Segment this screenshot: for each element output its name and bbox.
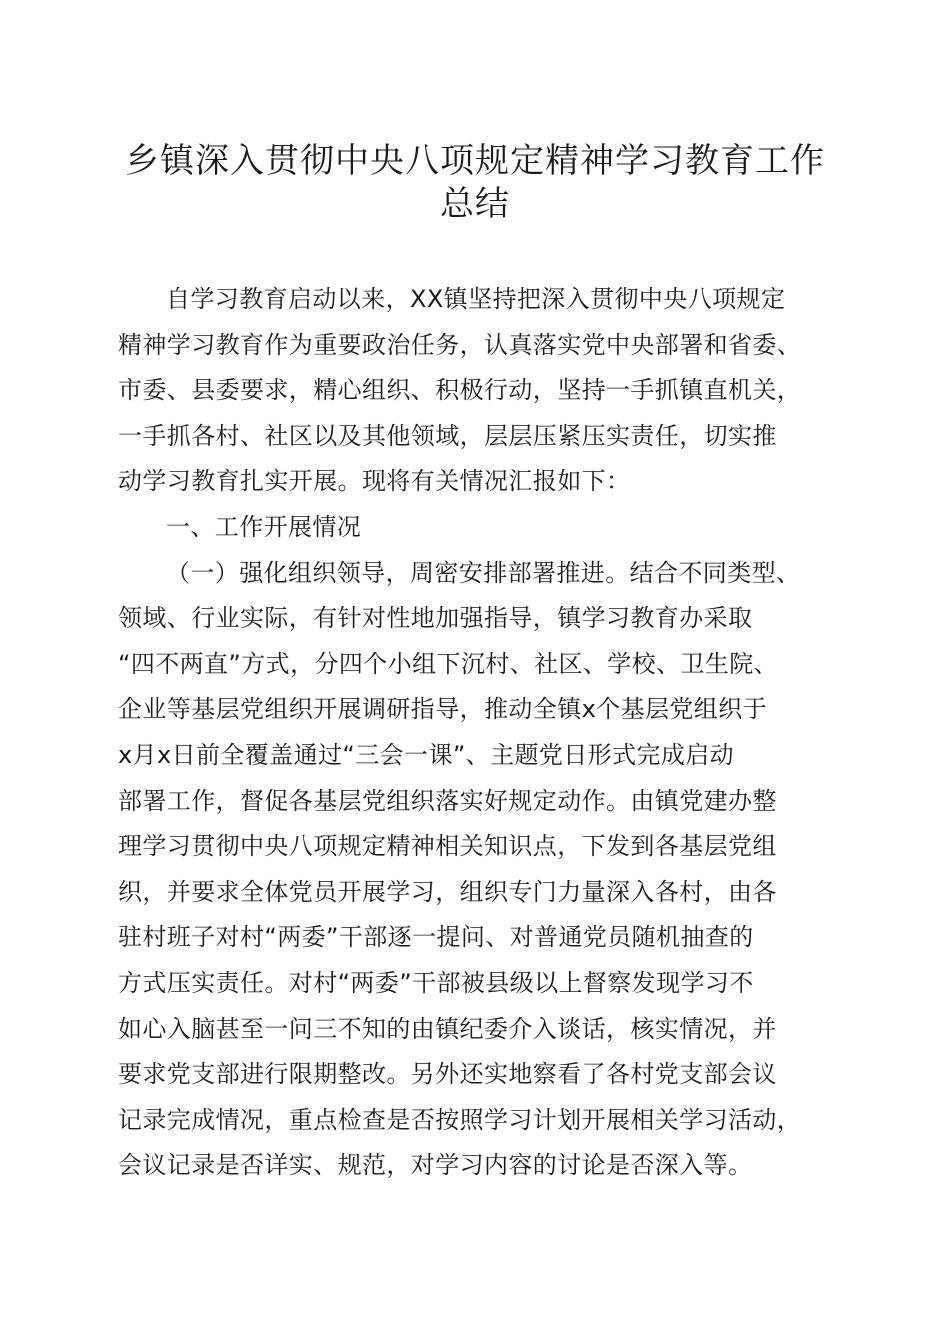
paragraph-section1-line: 部署工作，督促各基层党组织落实好规定动作。由镇党建办整 [118,786,777,815]
paragraph-section1-line: 会议记录是否详实、规范，对学习内容的讨论是否深入等。 [118,1151,753,1180]
section-heading: 一、工作开展情况 [166,512,362,541]
paragraph-section1-line: 驻村班子对村“两委”干部逐一提问、对普通党员随机抽查的 [118,923,754,952]
paragraph-section1-line: 记录完成情况，重点检查是否按照学习计划开展相关学习活动， [118,1105,802,1134]
paragraph-intro-line: 自学习教育启动以来，XX镇坚持把深入贯彻中央八项规定 [166,285,786,313]
paragraph-intro-line: 精神学习教育作为重要政治任务，认真落实党中央部署和省委、 [118,330,802,359]
paragraph-section1-line: 企业等基层党组织开展调研指导，推动全镇x个基层党组织于 [118,695,768,724]
paragraph-section1-line: 理学习贯彻中央八项规定精神相关知识点，下发到各基层党组 [118,832,777,861]
document-title [100,140,850,226]
title-line-2: 总结 [440,184,510,224]
paragraph-intro-line: 一手抓各村、社区以及其他领域，层层压紧压实责任，切实推 [118,421,777,450]
paragraph-section1-line: 织，并要求全体党员开展学习，组织专门力量深入各村，由各 [118,877,777,906]
document-body [118,277,838,1189]
paragraph-section1-line: “四不两直”方式，分四个小组下沉村、社区、学校、卫生院、 [118,649,779,678]
title-line-1: 乡镇深入贯彻中央八项规定精神学习教育工作 [125,141,825,181]
paragraph-section1-line: （一）强化组织领导，周密安排部署推进。结合不同类型、 [166,558,801,587]
paragraph-intro-line: 动学习教育扎实开展。现将有关情况汇报如下： [118,467,631,496]
paragraph-section1-line: 如心入脑甚至一问三不知的由镇纪委介入谈话，核实情况，并 [118,1014,777,1043]
paragraph-section1-line: x月x日前全覆盖通过“三会一课”、主题党日形式完成启动 [118,740,735,769]
paragraph-section1-line: 要求党支部进行限期整改。另外还实地察看了各村党支部会议 [118,1060,777,1089]
paragraph-section1-line: 领域、行业实际，有针对性地加强指导，镇学习教育办采取 [118,604,753,633]
paragraph-intro-line: 市委、县委要求，精心组织、积极行动，坚持一手抓镇直机关， [118,376,802,405]
paragraph-section1-line: 方式压实责任。对村“两委”干部被县级以上督察发现学习不 [118,968,754,997]
